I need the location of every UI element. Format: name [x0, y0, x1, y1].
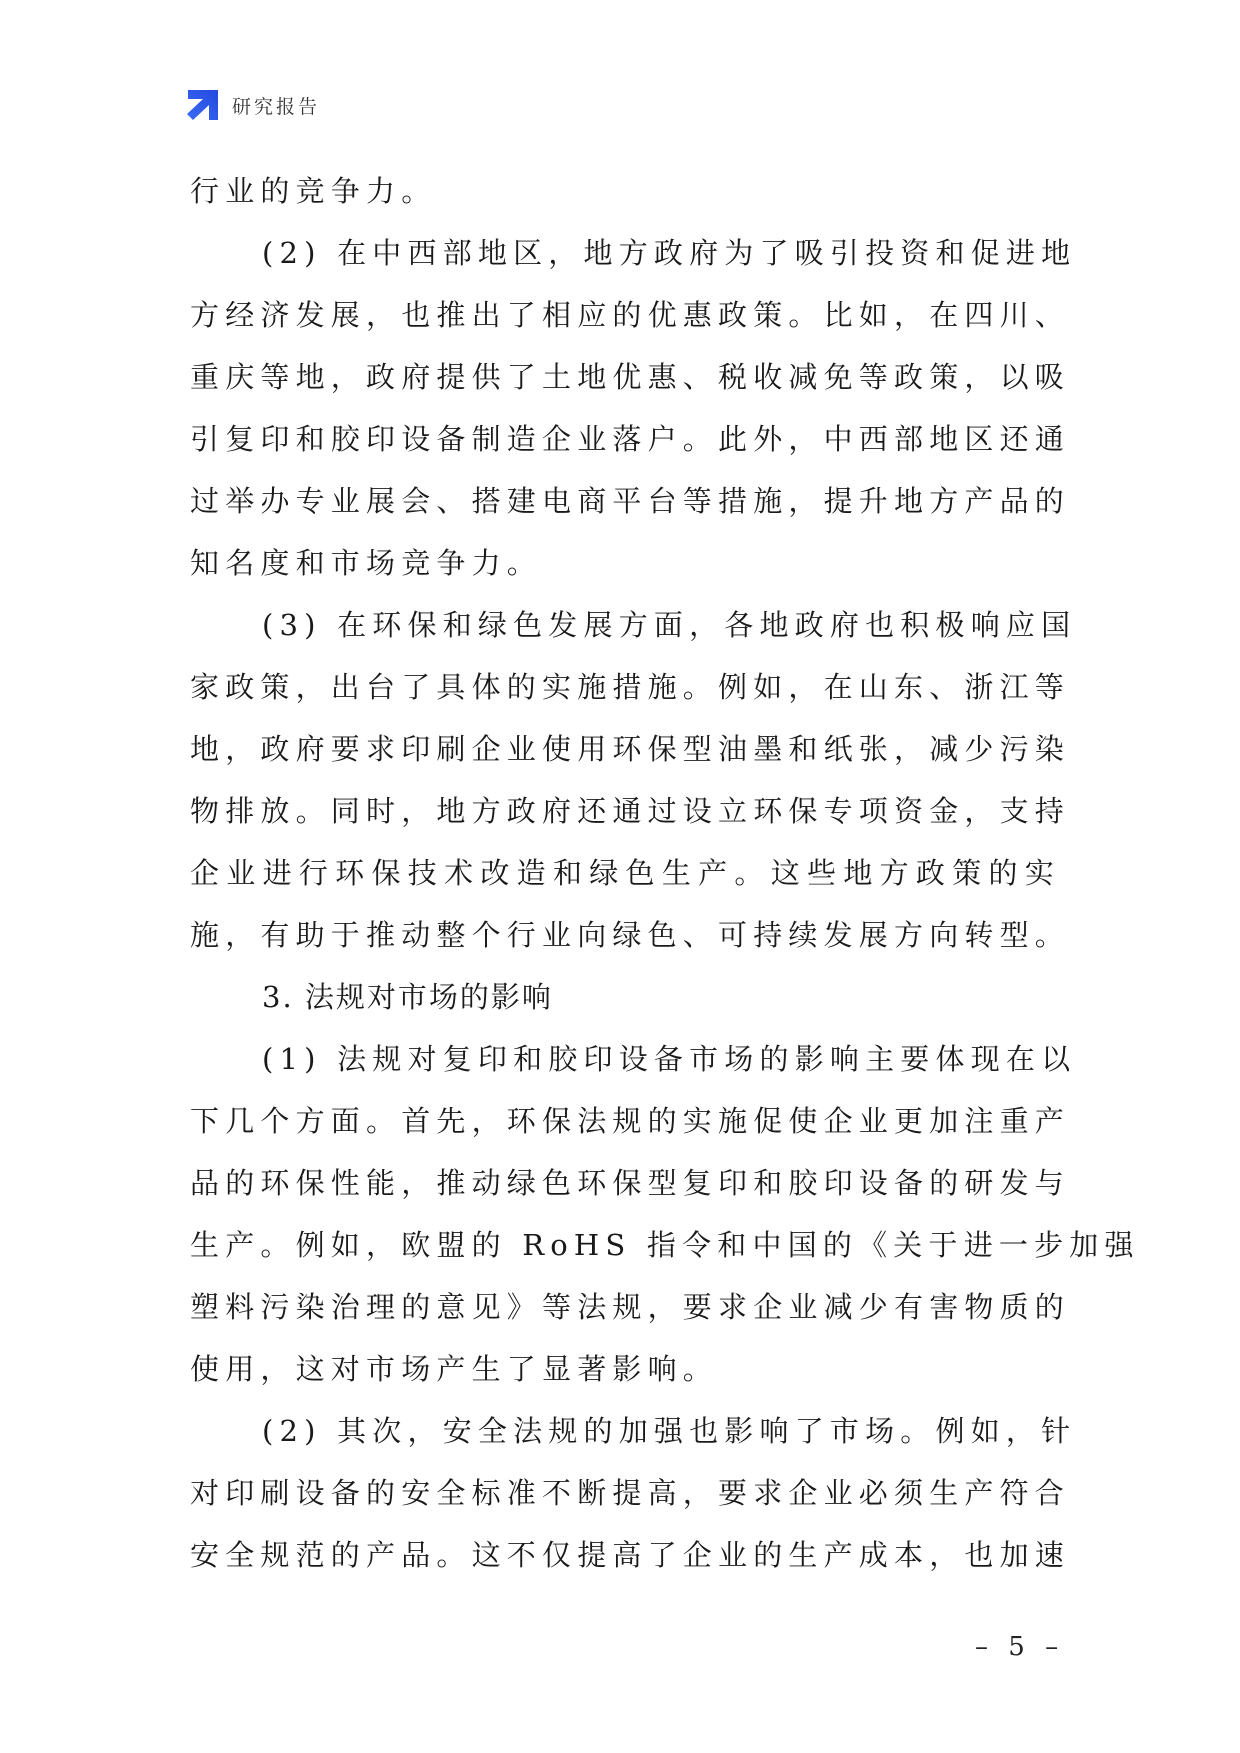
paragraph-start: (2) 其次，安全法规的加强也影响了市场。例如，针: [262, 1414, 1077, 1448]
text-line: 使用，这对市场产生了显著影响。: [190, 1352, 719, 1386]
paragraph-start: (1) 法规对复印和胶印设备市场的影响主要体现在以: [262, 1042, 1077, 1076]
text-line: 地，政府要求印刷企业使用环保型油墨和纸张，减少污染: [190, 732, 1071, 766]
document-body: [190, 160, 1140, 1586]
header-title: 研究报告: [232, 95, 321, 118]
text-line: 塑料污染治理的意见》等法规，要求企业减少有害物质的: [190, 1290, 1071, 1324]
text-line: 行业的竞争力。: [190, 174, 437, 208]
section-heading: 3. 法规对市场的影响: [262, 980, 553, 1014]
text-line: 方经济发展，也推出了相应的优惠政策。比如，在四川、: [190, 298, 1071, 332]
text-line: 重庆等地，政府提供了土地优惠、税收减免等政策，以吸: [190, 360, 1071, 394]
text-line: 物排放。同时，地方政府还通过设立环保专项资金，支持: [190, 794, 1071, 828]
paragraph-start: (2) 在中西部地区，地方政府为了吸引投资和促进地: [262, 236, 1077, 270]
text-line: 过举办专业展会、搭建电商平台等措施，提升地方产品的: [190, 484, 1071, 518]
arrow-up-right-icon: [186, 90, 218, 120]
paragraph-start: (3) 在环保和绿色发展方面，各地政府也积极响应国: [262, 608, 1077, 642]
page-number: – 5 –: [975, 1632, 1065, 1662]
document-header: [186, 88, 320, 122]
text-line: 安全规范的产品。这不仅提高了企业的生产成本，也加速: [190, 1538, 1071, 1572]
text-line: 企业进行环保技术改造和绿色生产。这些地方政策的实: [190, 856, 1060, 890]
text-line: 对印刷设备的安全标准不断提高，要求企业必须生产符合: [190, 1476, 1071, 1510]
text-line: 生产。例如，欧盟的 RoHS 指令和中国的《关于进一步加强: [190, 1228, 1140, 1262]
text-line: 下几个方面。首先，环保法规的实施促使企业更加注重产: [190, 1104, 1071, 1138]
text-line: 家政策，出台了具体的实施措施。例如，在山东、浙江等: [190, 670, 1071, 704]
text-line: 知名度和市场竞争力。: [190, 546, 543, 580]
text-line: 施，有助于推动整个行业向绿色、可持续发展方向转型。: [190, 918, 1071, 952]
text-line: 引复印和胶印设备制造企业落户。此外，中西部地区还通: [190, 422, 1071, 456]
text-line: 品的环保性能，推动绿色环保型复印和胶印设备的研发与: [190, 1166, 1071, 1200]
